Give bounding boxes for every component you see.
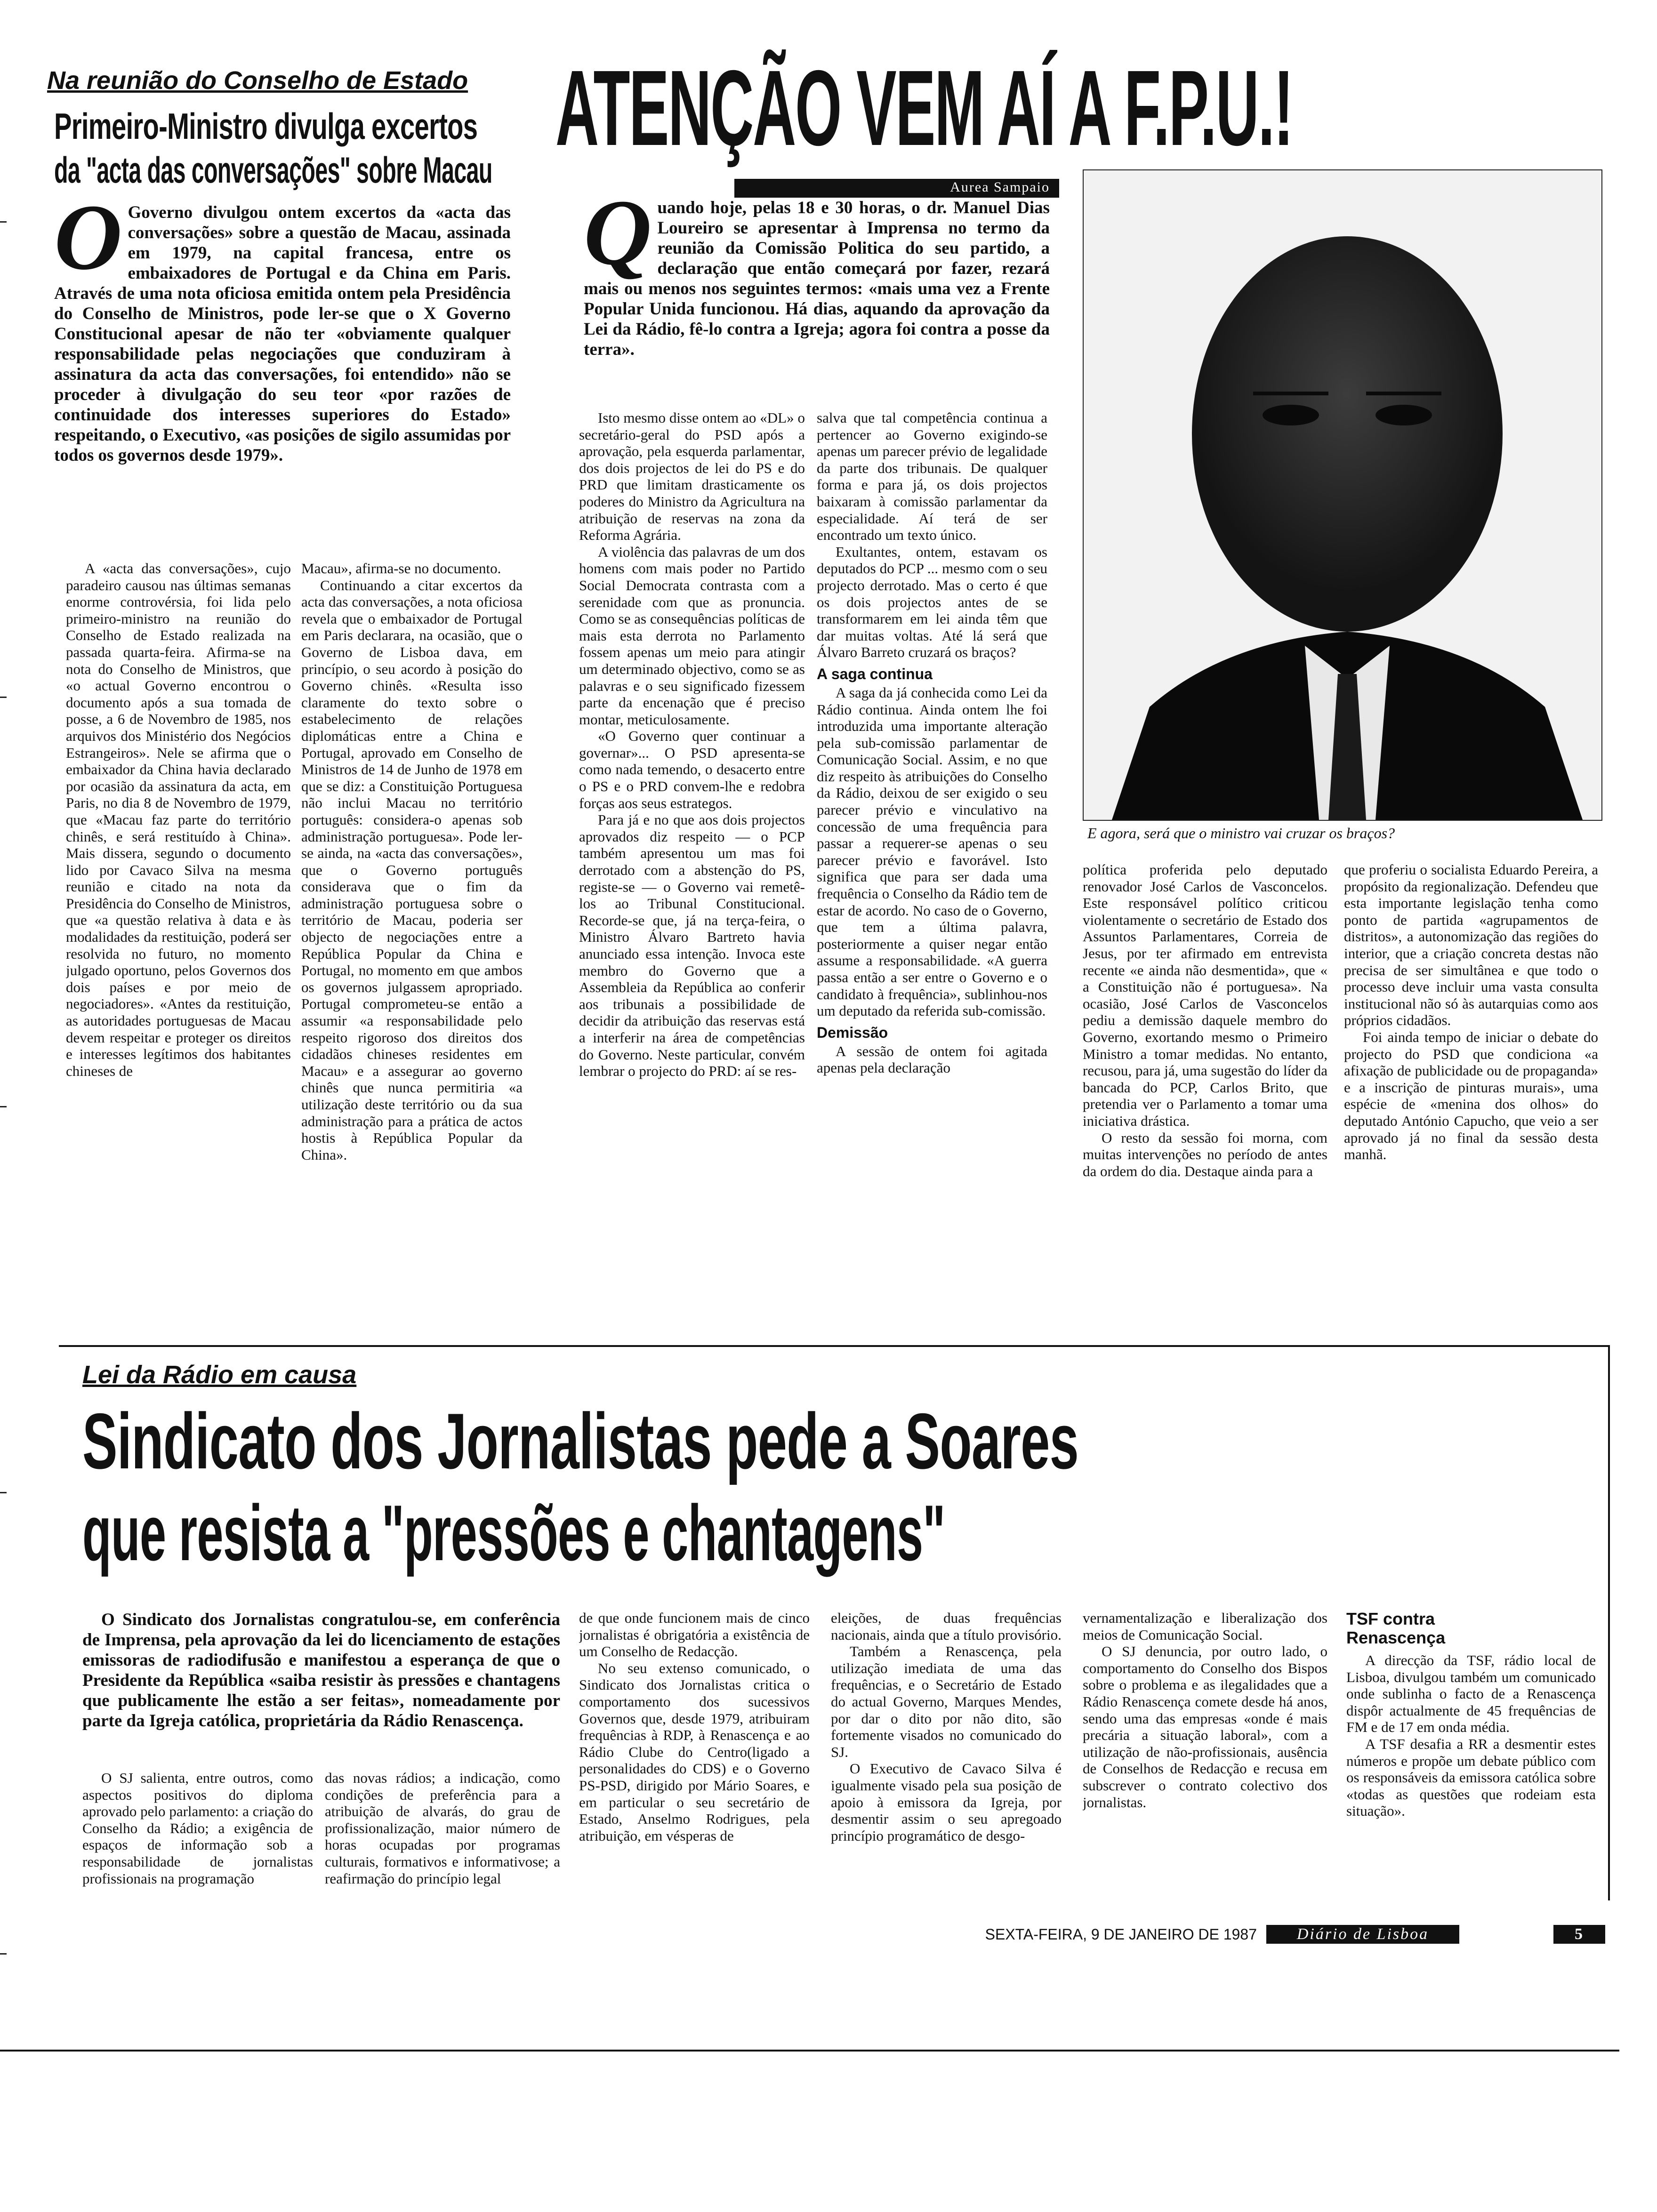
paragraph: de que onde funcionem mais de cinco jornalistas é obrigatória a existência de um Conselho de Redacção. bbox=[579, 1610, 810, 1660]
article-radio-col1 bbox=[82, 1770, 313, 1897]
paragraph: salva que tal competência continua a pertencer ao Governo exigindo-se apenas um parecer prévio de legalidade da parte dos tribunais. De qualquer forma e para já, os dois projectos baixaram à comissão parlamentar da especialidade. Aí terá de ser encontrado um texto único. bbox=[817, 409, 1047, 544]
paragraph: A TSF desafia a RR a desmentir estes números e propõe um debate público com os responsáveis da emissora católica sobre «todas as questões que rodeiam esta situação». bbox=[1346, 1735, 1596, 1819]
article-fpu-col1 bbox=[579, 409, 805, 1341]
paragraph: «O Governo quer continuar a governar»... O PSD apresenta-se como nada temendo, o desacerto entre o PS e o PRD convem-lhe e redobra forças aos seus estrategos. bbox=[579, 728, 805, 811]
paragraph: O Executivo de Cavaco Silva é igualmente visado pela sua posição de apoio à emissora da Igreja, por desmentir assim o seu apregoado princípio programático de desgo- bbox=[831, 1760, 1062, 1844]
article-fpu-col4 bbox=[1344, 861, 1598, 1341]
minister-photo bbox=[1083, 169, 1602, 821]
paragraph: Exultantes, ontem, estavam os deputados do PCP ... mesmo com o seu projecto derrotado. Mas o certo é que os dois projectos antes de se transformarem em lei ainda têm que dar muitas voltas. Até lá será que Álvaro Barreto cruzará os braços? bbox=[817, 543, 1047, 661]
paragraph: Também a Renascença, pela utilização imediata de uma das frequências, e o Secretário de Estado do actual Governo, Marques Mendes, por dar o dito por não dito, são fortemente visados no comunicado do SJ. bbox=[831, 1643, 1062, 1760]
box-border-top bbox=[59, 1345, 1610, 1347]
headline-sindicato-line1: Sindicato dos Jornalistas pede a Soares bbox=[82, 1397, 1079, 1485]
paragraph: A violência das palavras de um dos homens com mais poder no Partido Social Democrata contrasta com a serenidade com que as pronuncia. Como se as consequências políticas de mais esta derrota no Parlamento fossem apenas um meio para atingir um determinado objectivo, como se as palavras e o seu significado fizessem parte da encenação que é preciso montar, meticulosamente. bbox=[579, 543, 805, 728]
footer-page-number: 5 bbox=[1553, 1925, 1605, 1944]
box-border-right bbox=[1608, 1345, 1610, 1900]
paragraph: das novas rádios; a indicação, como condições de preferência para a atribuição de alvarás, do grau de profissionalização, maior número de horas ocupadas por programas culturais, formativos e informativose; a reafirmação do princípio legal bbox=[325, 1770, 560, 1887]
paragraph: A «acta das conversações», cujo paradeiro causou nas últimas semanas enorme controvérsia, foi lida pelo primeiro-ministro na reunião do Conselho de Estado realizada na passada quarta-feira. Afirma-se na nota do Conselho de Ministros, que «o actual Governo encontrou o documento após a sua tomada de posse, a 6 de Novembro de 1985, nos arquivos dos Ministério dos Negócios Estrangeiros». Nele se afirma que o embaixador da China havia declarado por ocasião da assinatura da acta, em Paris, no dia 8 de Novembro de 1979, que «Macau faz parte do território chinês, e será restituído à China». Mais dissera, segundo o documento lido por Cavaco Silva na mesma reunião e citado na nota da Presidência do Conselho de Ministros, que «a questão relativa à data e às modalidades da restituição, poderá ser resolvida no futuro, no momento julgado oportuno, pelos Governos dos dois países e por meio de negociadores». «Antes da restituição, as autoridades portuguesas de Macau devem respeitar e proteger os direitos e interesses legítimos dos habitantes chineses de bbox=[66, 560, 291, 1079]
page-rule-bottom bbox=[0, 2050, 1619, 2052]
article-radio-col3 bbox=[579, 1610, 810, 1897]
article-radio-col4 bbox=[831, 1610, 1062, 1897]
paragraph: Continuando a citar excertos da acta das conversações, a nota oficiosa revela que o embaixador de Portugal em Paris declarara, na ocasião, que o Governo de Lisboa dava, em princípio, o seu acordo à posição do Governo chinês. «Resulta isso claramente do texto sobre o estabelecimento de relações diplomáticas entre a China e Portugal, aprovado em Conselho de Ministros de 14 de Junho de 1978 em que se diz: a Constituição Portuguesa não inclui Macau no território português: considera-o apenas sob administração portuguesa». Pode ler-se ainda, na «acta das conversações», que o Governo português considerava que o fim da administração portuguesa sobre o território de Macau, poderia ser objecto de negociações entre a República Popular da China e Portugal, no momento em que ambos os governos julgassem apropriado. Portugal comprometeu-se então a assumir «a responsabilidade pelo respeito rigoroso dos direitos dos cidadãos chineses residentes em Macau» e a assegurar ao governo chinês que nunca permitiria «a utilização deste território ou da sua administração para a prática de actos hostis à República Popular da China». bbox=[301, 577, 523, 1163]
article-fpu-col3 bbox=[1083, 861, 1327, 1341]
paragraph: vernamentalização e liberalização dos meios de Comunicação Social. bbox=[1083, 1610, 1327, 1643]
paragraph: O resto da sessão foi morna, com muitas intervenções no período de antes da ordem do dia. Destaque ainda para a bbox=[1083, 1129, 1327, 1179]
margin-tick bbox=[0, 697, 7, 698]
paragraph: A sessão de ontem foi agitada apenas pela declaração bbox=[817, 1042, 1047, 1076]
kicker-conselho-estado: Na reunião do Conselho de Estado bbox=[47, 66, 468, 95]
photo-caption: E agora, será que o ministro vai cruzar os braços? bbox=[1087, 825, 1395, 842]
lead-fpu-text: uando hoje, pelas 18 e 30 horas, o dr. Manuel Dias Loureiro se apresentar à Imprensa no termo da reunião da Comissão Politica do seu partido, a declaração que então começará por fazer, rezará mais ou menos nos seguintes termos: «mais uma vez a Frente Popular Unida funcionou. Há dias, aquando da aprovação da Lei da Rádio, fê-lo contra a Igreja; agora foi contra a posse da terra». bbox=[584, 198, 1050, 359]
article-fpu-col2 bbox=[817, 409, 1047, 1341]
paragraph: A direcção da TSF, rádio local de Lisboa, divulgou também um comunicado onde sublinha o facto de a Renascença dispôr actualmente de 45 frequências de FM e de 17 em onda média. bbox=[1346, 1652, 1596, 1736]
subhead-saga: A saga continua bbox=[817, 665, 933, 682]
tsf-body bbox=[1346, 1652, 1596, 1897]
lead-sindicato: O Sindicato dos Jornalistas congratulou-se, em conferência de Imprensa, pela aprovação da lei do licenciamento de estações emissoras de radiodifusão e manifestou a esperança de que o Presidente da República «saiba resistir às pressões e chantagens que publicamente lhe estão a ser feitas», nomeadamente por parte da Igreja católica, proprietária da Rádio Renascença. bbox=[82, 1610, 560, 1731]
portrait-silhouette-icon bbox=[1084, 170, 1601, 820]
paragraph: A saga da já conhecida como Lei da Rádio continua. Ainda ontem lhe foi introduzida uma importante alteração pela sub-comissão parlamentar de Comunicação Social. Assim, e no que diz respeito às atribuições do Conselho da Rádio, deixou de ser exigido o seu parecer prévio e vinculativo na concessão de uma frequência para passar a requerer-se apenas o seu parecer prévio e favorável. Isto significa que para ser dada uma frequência o Conselho da Rádio tem de estar de acordo. No caso de o Governo, que tem a última palavra, posteriormente a quiser negar então assume a responsabilidade. «A guerra passa então a ser entre o Governo e o candidato à frequência», sublinhou-nos um deputado da referida sub-comissão. bbox=[817, 684, 1047, 1019]
paragraph: O SJ denuncia, por outro lado, o comportamento do Conselho dos Bispos sobre o problema e as ilegalidades que a Rádio Renascença comete desde há anos, sendo uma das empresas «onde é mais precária a situação laboral», com a utilização de não-profissionais, ausência de Conselhos de Redacção e recusa em subscrever o contrato colectivo dos jornalistas. bbox=[1083, 1643, 1327, 1811]
article-macau-col2 bbox=[301, 560, 523, 1341]
margin-tick bbox=[0, 1492, 7, 1493]
dropcap-q: Q bbox=[584, 181, 652, 285]
margin-tick bbox=[0, 1953, 7, 1955]
article-radio-col2 bbox=[325, 1770, 560, 1897]
margin-tick bbox=[0, 221, 7, 223]
paragraph: Macau», afirma-se no documento. bbox=[301, 560, 501, 577]
paragraph: Isto mesmo disse ontem ao «DL» o secretário-geral do PSD após a aprovação, pela esquerda parlamentar, dos dois projectos de lei do PS e do PRD que limitam drasticamente os poderes do Ministro da Agricultura na atribuição de reservas na zona da Reforma Agrária. bbox=[579, 409, 805, 544]
headline-sindicato-line2: que resista a "pressões e chantagens" bbox=[82, 1489, 945, 1577]
lead-macau bbox=[54, 185, 511, 560]
paragraph: O SJ salienta, entre outros, como aspectos positivos do diploma aprovado pelo parlamento: a criação do Conselho da Rádio; a exigência de espaços de informação sob a responsabilidade de jornalistas profissionais na programação bbox=[82, 1770, 313, 1887]
footer-paper-name: Diário de Lisboa bbox=[1266, 1925, 1459, 1944]
margin-tick bbox=[0, 1106, 7, 1107]
article-radio-col5 bbox=[1083, 1610, 1327, 1897]
headline-macau-line2: da "acta das conversações" sobre Macau bbox=[54, 149, 492, 191]
paragraph: política proferida pelo deputado renovador José Carlos de Vasconcelos. Este responsável político criticou violentamente o secretário de Estado dos Assuntos Parlamentares, Correia de Jesus, por ter afirmado em entrevista recente «e ainda não desmentida», que « a Constituição não é portuguesa». Na ocasião, José Carlos de Vasconcelos pediu a demissão daquele membro do Governo, exortando mesmo o Primeiro Ministro a tomar medidas. No entanto, recusou, para já, uma sugestão do líder da bancada do PCP, Carlos Brito, que pretendia ver o Parlamento a tomar uma iniciativa drástica. bbox=[1083, 861, 1327, 1129]
kicker-lei-radio: Lei da Rádio em causa bbox=[82, 1361, 357, 1389]
subhead-tsf-line1: TSF contra bbox=[1346, 1609, 1435, 1628]
headline-fpu: ATENÇÃO VEM AÍ A F.P.U.! bbox=[555, 48, 1293, 168]
paragraph: que proferiu o socialista Eduardo Pereira, a propósito da regionalização. Defendeu que esta importante legislação tenha como ponto de partida «agrupamentos de distritos», a autonomização das regiões do interior, que a criação concreta destas não precisa de ser simultânea e que todo o processo deve incluir uma vasta consulta institucional não só às autarquias como aos próprios cidadãos. bbox=[1344, 861, 1598, 1029]
subhead-demissao: Demissão bbox=[817, 1024, 888, 1041]
lead-macau-text: Governo divulgou ontem excertos da «acta das conversações» sobre a questão de Macau, assinada em 1979, na capital francesa, entre os embaixadores de Portugal e da China em Paris. Através de uma nota oficiosa emitida ontem pela Presidência do Conselho de Ministros, pode ler-se que o X Governo Constitucional apesar de não ter «obviamente qualquer responsabilidade pelas negociações que conduziram à assinatura da acta das conversações, foi entendido» não se proceder à divulgação do seu teor «por razões de continuidade dos interesses superiores do Estado» respeitando, o Executivo, «as posições de sigilo assumidas por todos os governos desde 1979». bbox=[54, 203, 511, 465]
byline-aurea-sampaio: Aurea Sampaio bbox=[734, 179, 1059, 198]
paragraph: Para já e no que aos dois projectos aprovados diz respeito — o PCP também apresentou um mas foi derrotado com a abstenção do PS, registe-se — o Governo vai remetê-los ao Tribunal Constitucional. Recorde-se que, já na terça-feira, o Ministro Álvaro Bartreto havia anunciado essa intenção. Invoca este membro do Governo que a Assembleia da República ao conferir aos tribunais a possibilidade de decidir da atribuição das reservas está a interferir na área de competências do Governo. Neste particular, convém lembrar o projecto do PRD: aí se res- bbox=[579, 811, 805, 1080]
dropcap-o: O bbox=[54, 185, 122, 289]
paragraph: Foi ainda tempo de iniciar o debate do projecto do PSD que condiciona «a afixação de publicidade ou de propaganda» e a inscrição de pinturas murais», uma espécie de «menina dos olhos» do deputado António Capucho, que veio a ser aprovado já no final da sessão desta manhã. bbox=[1344, 1028, 1598, 1163]
paragraph: No seu extenso comunicado, o Sindicato dos Jornalistas critica o comportamento dos sucessivos Governos que, desde 1979, atribuiram frequências à RDP, à Renascença e ao Rádio Clube do Centro(ligado a personalidades do CDS) e o Governo PS-PSD, dirigido por Mário Soares, e em particular o seu secretário de Estado, Anselmo Rodrigues, pela atribuição, em vésperas de bbox=[579, 1659, 810, 1844]
footer-date: SEXTA-FEIRA, 9 DE JANEIRO DE 1987 bbox=[985, 1926, 1257, 1943]
headline-macau-line1: Primeiro-Ministro divulga excertos bbox=[54, 105, 478, 147]
article-radio-col6 bbox=[1346, 1610, 1596, 1897]
article-macau-col1 bbox=[66, 560, 291, 1341]
paragraph: eleições, de duas frequências nacionais, ainda que a título provisório. bbox=[831, 1610, 1062, 1643]
subhead-tsf-line2: Renascença bbox=[1346, 1628, 1446, 1647]
